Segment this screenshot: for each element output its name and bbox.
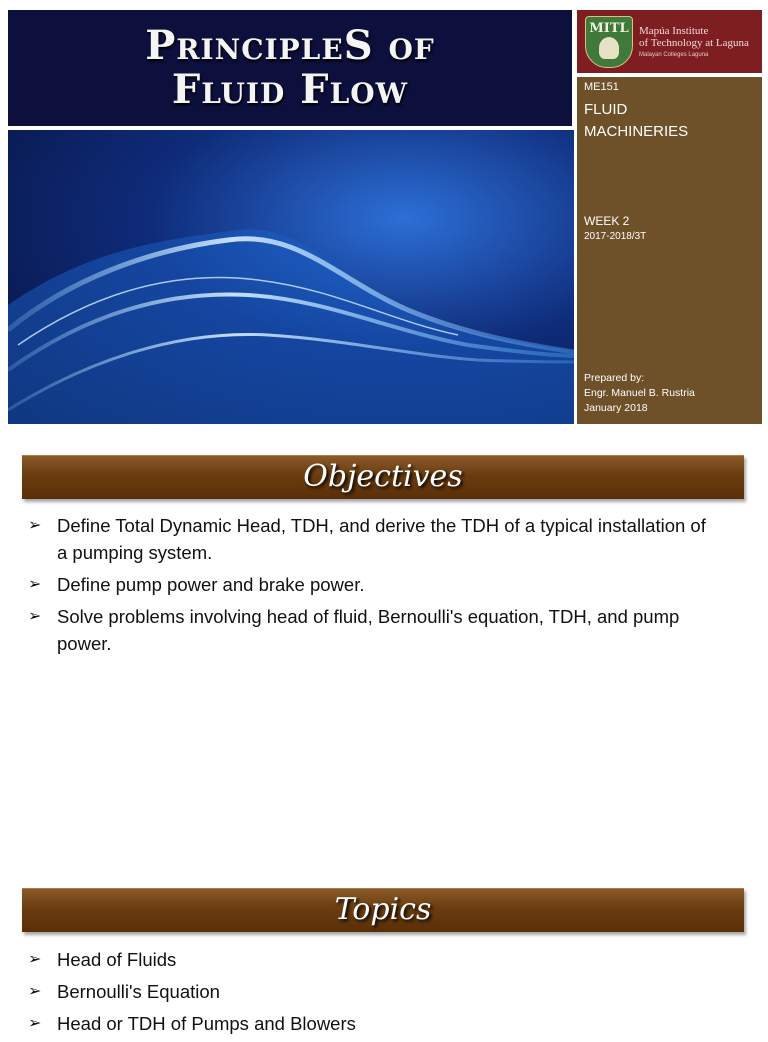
logo-name-line-2: of Technology at Laguna bbox=[639, 37, 749, 49]
list-item bbox=[28, 978, 718, 1005]
topic-text: Head of Fluids bbox=[57, 949, 177, 970]
title-banner bbox=[8, 10, 572, 128]
prepared-label: Prepared by: bbox=[584, 372, 645, 384]
arrow-bullet-icon: ➢ bbox=[28, 608, 42, 625]
list-item bbox=[28, 946, 718, 973]
course-name-line-1: FLUID bbox=[584, 101, 628, 118]
objectives-heading: Objectives bbox=[303, 459, 463, 494]
topics-heading: Topics bbox=[334, 892, 432, 927]
title-line-1: PrincipleS of bbox=[145, 22, 435, 69]
objective-text: Define Total Dynamic Head, TDH, and derive the TDH of a typical installation of a pumping system. bbox=[57, 515, 706, 563]
objectives-list bbox=[28, 512, 718, 662]
term-label: 2017-2018/3T bbox=[584, 231, 647, 242]
author-name: Engr. Manuel B. Rustria bbox=[584, 387, 695, 399]
arrow-bullet-icon: ➢ bbox=[28, 983, 42, 1000]
arrow-bullet-icon: ➢ bbox=[28, 951, 42, 968]
arrow-bullet-icon: ➢ bbox=[28, 517, 42, 534]
objectives-header bbox=[22, 455, 744, 499]
course-name bbox=[584, 99, 754, 143]
week-label: WEEK 2 bbox=[584, 214, 630, 228]
logo-name-line-1: Mapúa Institute bbox=[639, 25, 709, 37]
wave-image bbox=[8, 130, 574, 424]
logo-figure bbox=[599, 37, 619, 59]
objective-text: Solve problems involving head of fluid, Bernoulli's equation, TDH, and pump power. bbox=[57, 606, 680, 654]
shield-icon bbox=[585, 16, 633, 68]
course-name-line-2: MACHINERIES bbox=[584, 123, 689, 140]
title-line-2: Fluid Flow bbox=[171, 66, 409, 113]
institution-logo bbox=[577, 10, 762, 73]
list-item bbox=[28, 571, 718, 598]
arrow-bullet-icon: ➢ bbox=[28, 1015, 42, 1032]
topics-header bbox=[22, 888, 744, 932]
logo-text bbox=[639, 25, 749, 58]
logo-abbreviation: MITL bbox=[589, 20, 629, 36]
prepared-date: January 2018 bbox=[584, 402, 648, 414]
topic-text: Head or TDH of Pumps and Blowers bbox=[57, 1013, 356, 1034]
prepared-by bbox=[584, 371, 695, 416]
arrow-bullet-icon: ➢ bbox=[28, 576, 42, 593]
list-item bbox=[28, 512, 718, 566]
logo-subtitle: Malayan Colleges Laguna bbox=[639, 52, 709, 58]
objective-text: Define pump power and brake power. bbox=[57, 574, 365, 595]
course-info-panel bbox=[577, 77, 762, 424]
list-item bbox=[28, 603, 718, 657]
topic-text: Bernoulli's Equation bbox=[57, 981, 220, 1002]
course-code: ME151 bbox=[584, 81, 619, 93]
topics-list bbox=[28, 946, 718, 1042]
